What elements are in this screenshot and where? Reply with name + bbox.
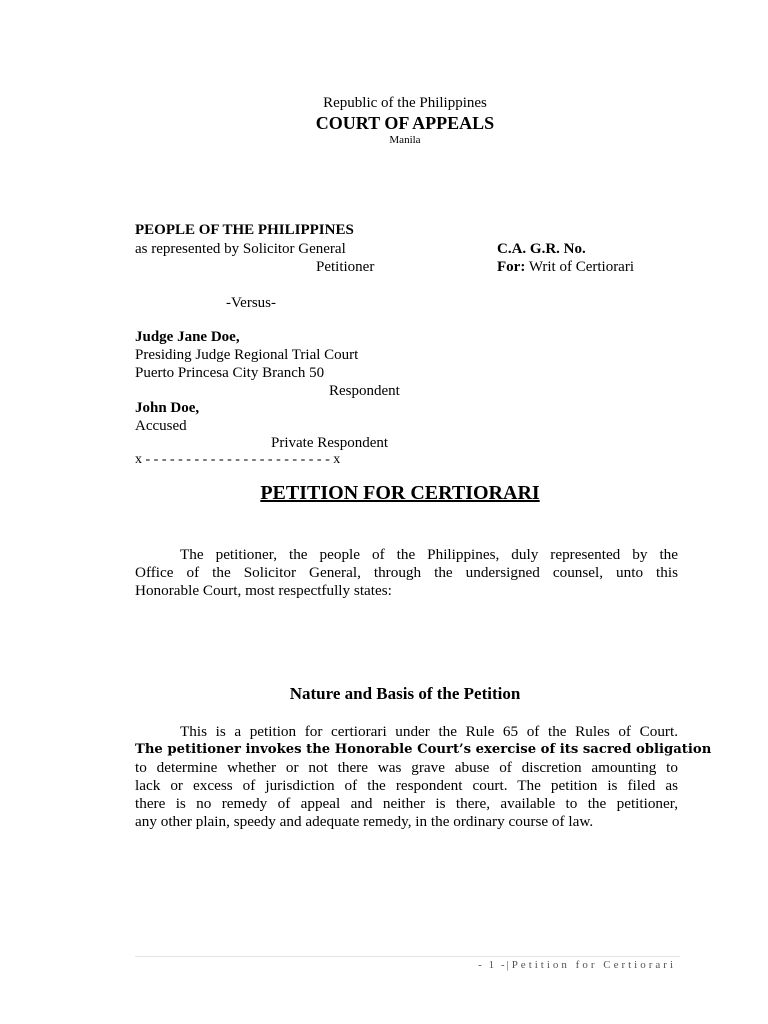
page-number: - 1 - xyxy=(478,959,507,971)
petitioner-representation: as represented by Solicitor General xyxy=(135,241,346,257)
for-label: For: xyxy=(497,259,526,275)
body-line: The petitioner invokes the Honorable Court’s exercise of its sacred obligation xyxy=(135,742,712,757)
respondent-branch: Puerto Princesa City Branch 50 xyxy=(135,365,325,381)
body-line: to determine whether or not there was grave abuse of discretion amounting to xyxy=(135,759,678,776)
body-line: lack or excess of jurisdiction of the respondent court. The petition is filed as xyxy=(135,777,678,794)
case-purpose xyxy=(497,259,634,276)
respondent-title: Presiding Judge Regional Trial Court xyxy=(135,347,359,363)
respondent-role: Respondent xyxy=(329,383,400,399)
intro-line: Honorable Court, most respectfully states: xyxy=(135,582,392,599)
section-heading: Nature and Basis of the Petition xyxy=(289,684,521,703)
respondent-name: Judge Jane Doe, xyxy=(135,329,240,345)
footer-rule xyxy=(135,956,680,957)
footer-separator: | xyxy=(506,959,512,971)
petitioner-name: PEOPLE OF THE PHILIPPINES xyxy=(135,222,354,238)
versus-line: -Versus- xyxy=(226,295,276,311)
republic-line: Republic of the Philippines xyxy=(323,95,487,111)
footer-label: Petition for Certiorari xyxy=(511,959,676,971)
for-value: Writ of Certiorari xyxy=(528,259,635,275)
intro-paragraph xyxy=(135,546,678,600)
private-respondent-status: Accused xyxy=(135,418,187,434)
body-line: there is no remedy of appeal and neither is there, available to the petitioner, xyxy=(135,795,678,812)
case-number-label: C.A. G.R. No. xyxy=(497,241,586,257)
page-footer xyxy=(478,959,676,971)
intro-line: Office of the Solicitor General, through the undersigned counsel, unto this xyxy=(135,564,678,581)
body-paragraph xyxy=(135,723,712,831)
body-line: any other plain, speedy and adequate remedy, in the ordinary course of law. xyxy=(135,813,594,830)
caption-divider: x - - - - - - - - - - - - - - - - - - - - - - - x xyxy=(135,452,341,467)
court-name: COURT OF APPEALS xyxy=(315,113,495,133)
private-respondent-name: John Doe, xyxy=(135,400,200,416)
intro-line: The petitioner, the people of the Philippines, duly represented by the xyxy=(180,546,678,563)
document-title: PETITION FOR CERTIORARI xyxy=(260,482,540,504)
private-respondent-role: Private Respondent xyxy=(271,435,389,451)
petitioner-role: Petitioner xyxy=(316,259,375,275)
body-line: This is a petition for certiorari under the Rule 65 of the Rules of Court. xyxy=(180,723,678,740)
court-city: Manila xyxy=(389,134,421,146)
